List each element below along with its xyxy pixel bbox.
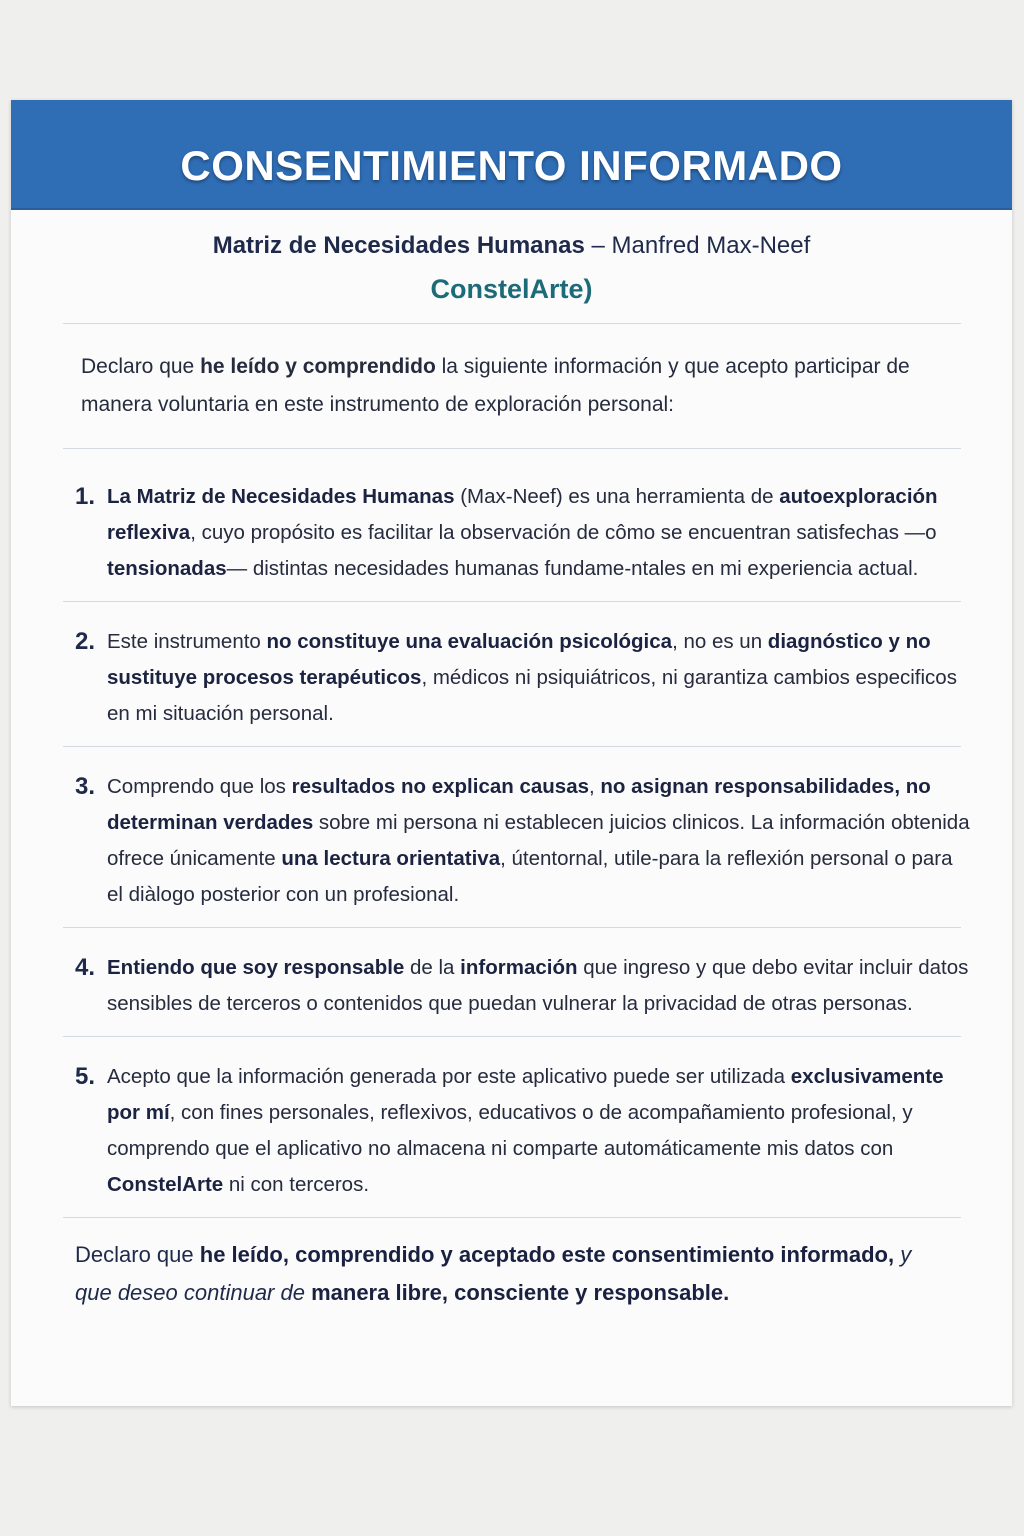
consent-document xyxy=(11,100,1012,1406)
item-span: , no es un xyxy=(672,630,768,653)
item-bold: ConstelArte xyxy=(107,1173,224,1196)
item-bold: no constituye una evaluación psicológica xyxy=(266,630,673,653)
item-number: 1. xyxy=(75,483,96,510)
item-span: , médicos ni psiquiátricos, ni garantiza cambios especificos en mi situación personal. xyxy=(107,666,957,725)
closing-bold: manera libre, consciente y responsable. xyxy=(311,1280,730,1305)
item-span: sobre mi persona ni establecen juicios clinicos. La información obtenida ofrece únicamente xyxy=(107,811,970,870)
item-span: — distintas necesidades humanas fundame-ntales en mi experiencia actual. xyxy=(226,557,919,580)
divider xyxy=(63,927,961,928)
item-span: , útentornal, utile-para la reflexión personal o para el diàlogo posterior con un profesional. xyxy=(107,847,953,906)
item-span: Comprendo que los xyxy=(107,775,292,798)
item-text xyxy=(107,624,972,732)
item-span: , cuyo propósito es facilitar la observación de cômo se encuentran satisfechas —o xyxy=(190,521,937,544)
item-span: (Max-Neef) es una herramienta de xyxy=(454,485,780,508)
subtitle-bold: Matriz de Necesidades Humanas xyxy=(212,232,585,259)
item-span: que ingreso y que debo evitar incluir datos sensibles de terceros o contenidos que puedan vulnerar la privacidad de otras personas. xyxy=(107,956,969,1015)
divider xyxy=(63,1036,961,1037)
document-subtitle xyxy=(11,232,1012,260)
item-text xyxy=(107,769,972,913)
item-number: 2. xyxy=(75,628,96,655)
item-bold: información xyxy=(460,956,578,979)
item-span: de la xyxy=(404,956,461,979)
page-title: CONSENTIMIENTO INFORMADO xyxy=(180,142,843,189)
closing-text: Declaro que xyxy=(75,1242,200,1267)
title-banner xyxy=(11,100,1012,210)
item-text xyxy=(107,1059,972,1203)
list-item xyxy=(11,950,1012,1022)
intro-bold: he leído y comprendido xyxy=(200,355,436,378)
item-text xyxy=(107,479,972,587)
item-number: 4. xyxy=(75,954,96,981)
list-item xyxy=(11,769,1012,913)
item-span: ni con terceros. xyxy=(223,1173,370,1196)
item-bold: diagnóstico y no sustituye procesos terapéuticos xyxy=(107,630,931,689)
closing-italic: y que deseo continuar de xyxy=(75,1242,912,1305)
item-bold: La Matriz de Necesidades Humanas xyxy=(107,485,455,508)
item-bold: exclusivamente por mí xyxy=(107,1065,944,1124)
intro-paragraph xyxy=(11,324,1012,448)
list-item xyxy=(11,479,1012,587)
item-bold: una lectura orientativa xyxy=(281,847,501,870)
item-span: Acepto que la información generada por este aplicativo puede ser utilizada xyxy=(107,1065,791,1088)
closing-statement xyxy=(11,1218,1012,1312)
list-item xyxy=(11,1059,1012,1203)
divider xyxy=(63,448,961,449)
divider xyxy=(63,746,961,747)
list-item xyxy=(11,624,1012,732)
item-number: 3. xyxy=(75,773,96,800)
item-bold: resultados no explican causas xyxy=(291,775,589,798)
item-span: , xyxy=(589,775,601,798)
divider xyxy=(63,601,961,602)
item-bold: no asignan responsabilidades, no determinan verdades xyxy=(107,775,931,834)
intro-text-2: la siguiente información y que acepto participar de manera voluntaria en este instrumento de exploración personal: xyxy=(81,355,910,416)
brand-name: ConstelArte) xyxy=(430,274,593,304)
subtitle-author: – Manfred Max-Neef xyxy=(584,232,811,259)
item-bold: tensionadas xyxy=(107,557,227,580)
item-text xyxy=(107,950,972,1022)
item-bold: Entiendo que soy responsable xyxy=(107,956,405,979)
item-span: , con fines personales, reflexivos, educativos o de acompañamiento profesional, y comprendo que el aplicativo no almacena ni comparte automáticamente mis datos con xyxy=(107,1101,913,1160)
item-span: Este instrumento xyxy=(107,630,267,653)
item-number: 5. xyxy=(75,1063,96,1090)
closing-bold: he leído, comprendido y aceptado este consentimiento informado, xyxy=(199,1242,895,1267)
intro-text: Declaro que xyxy=(81,355,201,378)
item-bold: autoexploración reflexiva xyxy=(107,485,938,544)
